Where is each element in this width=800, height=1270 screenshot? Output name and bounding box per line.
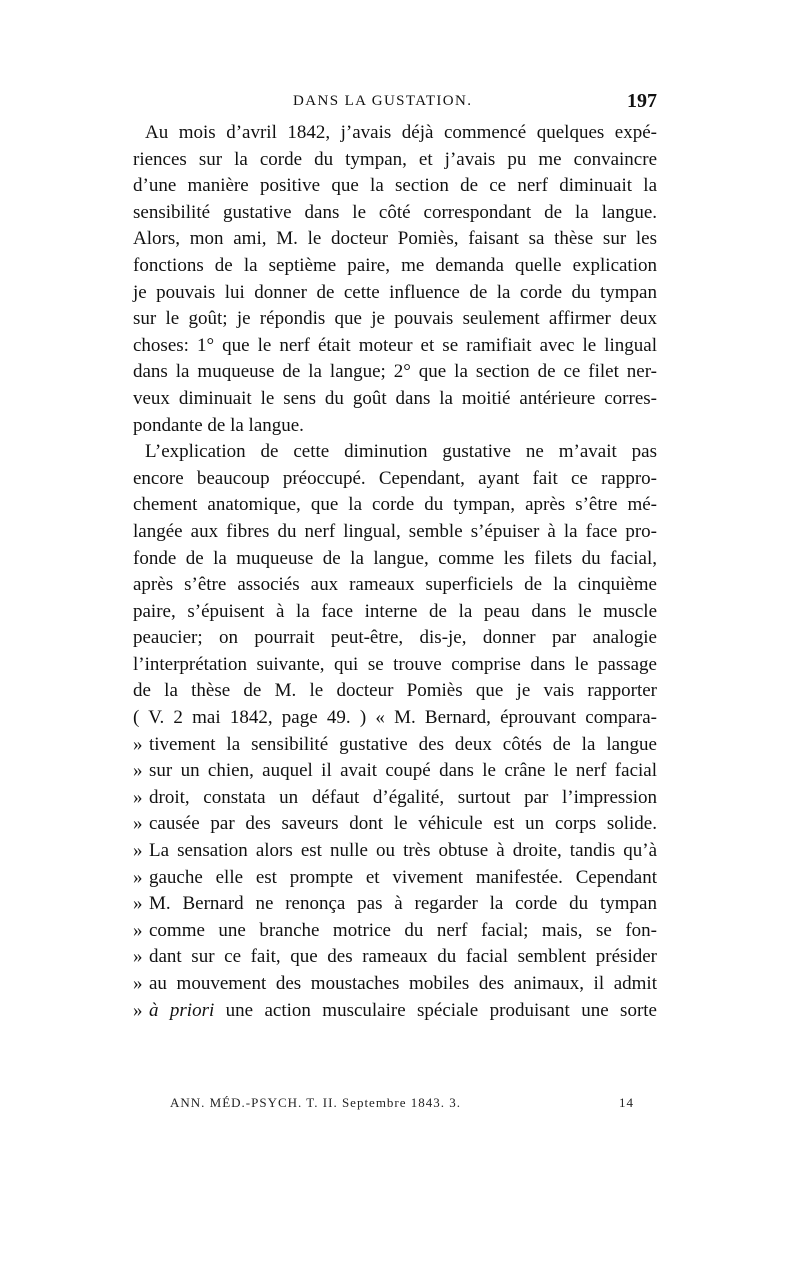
text-line: d’une manière positive que la section de ce nerf diminuait la [133, 175, 657, 197]
quotation-line [133, 891, 657, 918]
guillemet-mark: » [133, 840, 143, 862]
text-line: paire, s’épuisent à la face interne de la peau dans le muscle [133, 600, 657, 622]
guillemet-mark: » [133, 813, 143, 835]
text-line: je pouvais lui donner de cette influence de la corde du tympan [133, 281, 657, 303]
quotation-text: dant sur ce fait, que des rameaux du facial semblent présider [149, 946, 657, 968]
italic-phrase: à priori [149, 999, 215, 1021]
text-line: de la thèse de M. le docteur Pomiès que je vais rapporter [133, 680, 657, 702]
text-line: sensibilité gustative dans le côté correspondant de la langue. [133, 201, 657, 223]
quotation-text: droit, constata un défaut d’égalité, surtout par l’impression [149, 786, 657, 808]
running-head [133, 88, 657, 114]
quotation-line [133, 785, 657, 812]
quotation-line [133, 838, 657, 865]
quotation-text: La sensation alors est nulle ou très obtuse à droite, tandis qu’à [149, 840, 657, 862]
quotation-text: tivement la sensibilité gustative des deux côtés de la langue [149, 733, 657, 755]
page-footer [170, 1092, 634, 1114]
running-title: DANS LA GUSTATION. [293, 93, 473, 109]
quotation-text: une action musculaire spéciale produisant une sorte [214, 999, 657, 1021]
guillemet-mark: » [133, 893, 143, 915]
imprint-line: ANN. MÉD.-PSYCH. T. II. Septembre 1843. 3. [170, 1095, 462, 1110]
text-line: choses: 1° que le nerf était moteur et se ramifiait avec le lingual [133, 334, 657, 356]
page-number: 197 [627, 90, 657, 112]
quotation-line [133, 732, 657, 759]
text-line: dans la muqueuse de la langue; 2° que la section de ce filet ner- [133, 361, 657, 383]
quotation-line [133, 944, 657, 971]
quotation-line [133, 865, 657, 892]
text-line: veux diminuait le sens du goût dans la moitié antérieure corres- [133, 387, 657, 409]
text-line: pondante de la langue. [133, 414, 304, 436]
text-line: Alors, mon ami, M. le docteur Pomiès, faisant sa thèse sur les [133, 228, 657, 250]
text-line: Au mois d’avril 1842, j’avais déjà commencé quelques expé- [145, 122, 657, 143]
text-line: sur le goût; je répondis que je pouvais seulement affirmer deux [133, 308, 657, 330]
quotation-text: sur un chien, auquel il avait coupé dans le crâne le nerf facial [149, 760, 657, 782]
guillemet-mark: » [133, 919, 143, 941]
quotation-text: M. Bernard ne renonça pas à regarder la corde du tympan [149, 893, 657, 915]
guillemet-mark: » [133, 733, 143, 755]
text-line: encore beaucoup préoccupé. Cependant, ayant fait ce rappro- [133, 467, 657, 489]
quotation-line [133, 918, 657, 945]
quotation-line [133, 811, 657, 838]
text-line: peaucier; on pourrait peut-être, dis-je, donner par analogie [133, 627, 657, 649]
guillemet-mark: » [133, 946, 143, 968]
text-line: fonctions de la septième paire, me demanda quelle explication [133, 254, 657, 276]
text-line: langée aux fibres du nerf lingual, semble s’épuiser à la face pro- [133, 520, 657, 542]
guillemet-mark: » [133, 760, 143, 782]
text-line: après s’être associés aux rameaux superficiels de la cinquième [133, 574, 657, 596]
text-line: l’interprétation suivante, qui se trouve comprise dans le passage [133, 653, 657, 675]
quotation-text: causée par des saveurs dont le véhicule est un corps solide. [149, 813, 657, 835]
quotation-line [133, 998, 657, 1025]
text-line: ( V. 2 mai 1842, page 49. ) « M. Bernard, éprouvant compara- [133, 707, 657, 729]
guillemet-mark: » [133, 866, 143, 888]
quotation-line [133, 971, 657, 998]
guillemet-mark: » [133, 973, 143, 994]
quotation-text: au mouvement des moustaches mobiles des animaux, il admit [149, 973, 657, 994]
text-line: fonde de la muqueuse de la langue, comme les filets du facial, [133, 547, 657, 569]
signature-mark: 14 [619, 1095, 634, 1110]
body-text [133, 120, 657, 1024]
quotation-text: gauche elle est prompte et vivement manifestée. Cependant [149, 866, 657, 888]
text-line: chement anatomique, que la corde du tympan, après s’être mé- [133, 494, 657, 516]
guillemet-mark: » [133, 786, 143, 808]
guillemet-mark: » [133, 999, 143, 1021]
quotation-line [133, 758, 657, 785]
text-line: L’explication de cette diminution gustative ne m’avait pas [145, 441, 657, 463]
quotation-text: comme une branche motrice du nerf facial; mais, se fon- [149, 919, 657, 941]
text-line: riences sur la corde du tympan, et j’avais pu me convaincre [133, 148, 657, 170]
